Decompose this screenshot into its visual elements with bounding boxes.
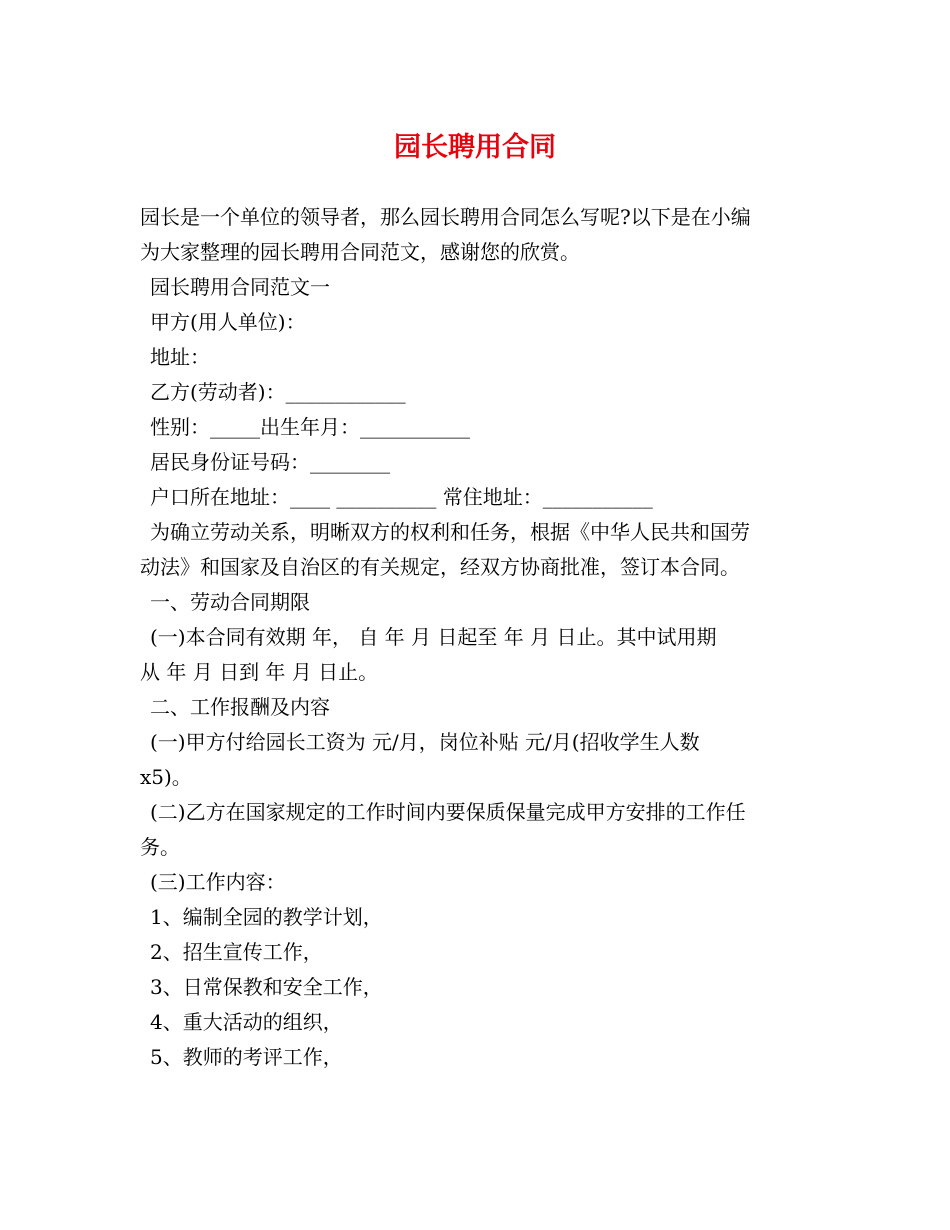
intro-line-1: 园长是一个单位的领导者，那么园长聘用合同怎么写呢?以下是在小编 bbox=[140, 205, 751, 229]
pay-line-1: (一)甲方付给园长工资为 元/月，岗位补贴 元/月(招收学生人数 bbox=[150, 730, 700, 754]
term-line-1: (一)本合同有效期 年， 自 年 月 日起至 年 月 日止。其中试用期 bbox=[150, 625, 717, 649]
duty-line-2: 务。 bbox=[140, 835, 180, 859]
list-item: 4、重大活动的组织， bbox=[150, 1010, 343, 1034]
purpose-line-1: 为确立劳动关系，明晰双方的权利和任务，根据《中华人民共和国劳 bbox=[150, 520, 750, 544]
household-address-field: 户口所在地址：____ __________ 常住地址：___________ bbox=[150, 485, 653, 509]
purpose-line-2: 动法》和国家及自治区的有关规定，经双方协商批准，签订本合同。 bbox=[140, 555, 740, 579]
pay-heading: 二、工作报酬及内容 bbox=[150, 695, 330, 719]
list-item: 2、招生宣传工作， bbox=[150, 940, 323, 964]
term-heading: 一、劳动合同期限 bbox=[150, 590, 310, 614]
list-item: 3、日常保教和安全工作， bbox=[150, 975, 383, 999]
address-field: 地址： bbox=[150, 345, 210, 369]
intro-line-2: 为大家整理的园长聘用合同范文，感谢您的欣赏。 bbox=[140, 240, 580, 264]
party-b-field: 乙方(劳动者)：____________ bbox=[150, 380, 406, 404]
term-line-2: 从 年 月 日到 年 月 日止。 bbox=[140, 660, 379, 684]
id-number-field: 居民身份证号码：________ bbox=[150, 450, 390, 474]
document-title: 园长聘用合同 bbox=[394, 132, 556, 163]
gender-birth-field: 性别：_____出生年月：___________ bbox=[150, 415, 470, 439]
list-item: 5、教师的考评工作， bbox=[150, 1045, 343, 1069]
section-heading: 园长聘用合同范文一 bbox=[150, 275, 330, 299]
party-a-field: 甲方(用人单位)： bbox=[150, 310, 306, 334]
document-body bbox=[140, 200, 814, 1075]
pay-line-2: x5)。 bbox=[140, 765, 192, 789]
duty-line-1: (二)乙方在国家规定的工作时间内要保质保量完成甲方安排的工作任 bbox=[150, 800, 746, 824]
content-heading: (三)工作内容： bbox=[150, 870, 286, 894]
list-item: 1、编制全园的教学计划， bbox=[150, 905, 383, 929]
